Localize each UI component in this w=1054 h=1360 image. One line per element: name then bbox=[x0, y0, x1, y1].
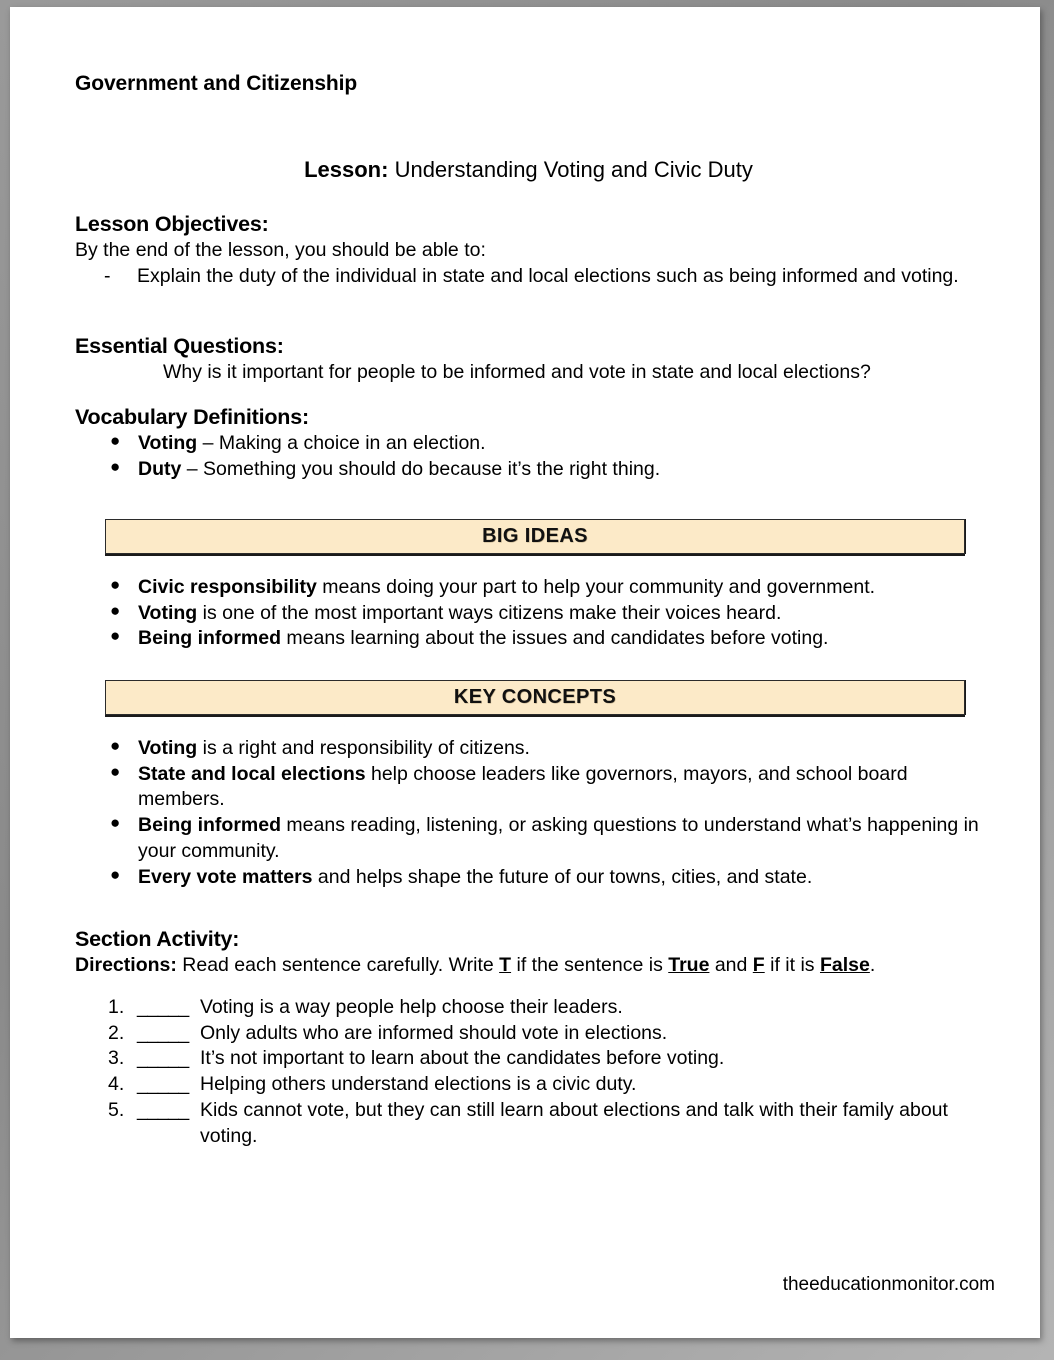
list-item bbox=[75, 575, 995, 601]
question-number: 2. bbox=[108, 1021, 125, 1044]
question-number: 1. bbox=[108, 996, 125, 1018]
essential-question-text: Why is it important for people to be informed and vote in state and local elections? bbox=[163, 361, 871, 384]
big-ideas-list bbox=[75, 575, 995, 652]
dash-marker: - bbox=[104, 265, 111, 288]
directions-part-2: if the sentence is bbox=[511, 954, 669, 977]
bullet-icon: ● bbox=[110, 457, 121, 477]
key-concept-term: Voting bbox=[138, 737, 198, 759]
directions-part-4: if it is bbox=[764, 954, 820, 977]
answer-blank[interactable]: _____ bbox=[137, 1073, 189, 1096]
answer-blank[interactable]: _____ bbox=[137, 996, 189, 1018]
list-item bbox=[75, 1021, 995, 1047]
vocabulary-definition: – Making a choice in an election. bbox=[197, 432, 486, 455]
big-idea-term: Voting bbox=[138, 601, 198, 624]
directions-false-letter: F bbox=[752, 954, 765, 977]
question-text: Helping others understand elections is a civic duty. bbox=[200, 1073, 637, 1096]
lesson-objectives-intro: By the end of the lesson, you should be able to: bbox=[75, 239, 486, 262]
answer-blank[interactable]: _____ bbox=[137, 1047, 189, 1070]
question-number: 5. bbox=[108, 1098, 125, 1121]
document-page bbox=[10, 7, 1040, 1338]
key-concepts-section bbox=[75, 736, 995, 890]
list-item bbox=[75, 1046, 995, 1072]
list-item bbox=[75, 601, 995, 627]
key-concept-term: Every vote matters bbox=[138, 865, 313, 888]
list-item bbox=[75, 264, 995, 290]
big-ideas-banner-label: BIG IDEAS bbox=[482, 525, 588, 548]
list-item bbox=[75, 813, 995, 864]
bullet-icon: ● bbox=[110, 431, 121, 451]
question-text: It’s not important to learn about the candidates before voting. bbox=[200, 1047, 725, 1070]
directions-false-word: False bbox=[819, 954, 870, 977]
activity-question-list bbox=[75, 995, 995, 1149]
vocabulary-term: Duty bbox=[138, 458, 182, 481]
bullet-icon: ● bbox=[110, 600, 121, 620]
key-concepts-banner bbox=[105, 680, 965, 715]
vocabulary-heading: Vocabulary Definitions: bbox=[75, 405, 309, 429]
list-item bbox=[75, 1098, 995, 1149]
big-idea-term: Being informed bbox=[138, 627, 282, 650]
big-idea-text: is one of the most important ways citizens make their voices heard. bbox=[197, 601, 782, 624]
list-item bbox=[75, 431, 995, 457]
essential-questions-section bbox=[75, 332, 995, 386]
lesson-objectives-section bbox=[75, 210, 995, 290]
bullet-icon: ● bbox=[110, 864, 121, 884]
list-item bbox=[75, 995, 995, 1021]
big-idea-text: means doing your part to help your community and government. bbox=[316, 576, 876, 598]
key-concept-text: and helps shape the future of our towns, cities, and state. bbox=[312, 865, 813, 888]
bullet-icon: ● bbox=[110, 736, 121, 755]
lesson-title-line bbox=[75, 155, 982, 184]
vocabulary-definition: – Something you should do because it’s the right thing. bbox=[181, 458, 661, 481]
answer-blank[interactable]: _____ bbox=[137, 1021, 189, 1044]
key-concept-text: means reading, listening, or asking questions to understand what’s happening in your community. bbox=[138, 814, 979, 862]
list-item bbox=[75, 1072, 995, 1098]
key-concepts-list bbox=[75, 736, 995, 890]
answer-blank[interactable]: _____ bbox=[137, 1098, 189, 1121]
section-activity bbox=[75, 925, 995, 979]
question-number: 3. bbox=[108, 1047, 125, 1070]
lesson-label: Lesson: bbox=[304, 157, 389, 182]
objective-text: Explain the duty of the individual in state and local elections such as being informed and voting. bbox=[137, 265, 959, 288]
directions-period: . bbox=[869, 954, 876, 977]
big-ideas-section bbox=[75, 575, 995, 652]
vocabulary-section bbox=[75, 403, 995, 483]
section-activity-directions bbox=[75, 953, 995, 979]
question-text: Kids cannot vote, but they can still learn about elections and talk with their family about voting. bbox=[200, 1098, 948, 1147]
lesson-objectives-heading: Lesson Objectives: bbox=[75, 212, 269, 236]
list-item bbox=[75, 865, 995, 891]
lesson-title-text: Understanding Voting and Civic Duty bbox=[388, 157, 753, 182]
list-item bbox=[75, 736, 995, 762]
list-item bbox=[75, 626, 995, 652]
footer-website: theeducationmonitor.com bbox=[782, 1274, 995, 1295]
key-concept-text: is a right and responsibility of citizens. bbox=[197, 737, 530, 759]
big-idea-term: Civic responsibility bbox=[138, 576, 317, 598]
question-number: 4. bbox=[108, 1073, 125, 1096]
key-concepts-banner-label: KEY CONCEPTS bbox=[453, 686, 617, 709]
key-concept-term: State and local elections bbox=[138, 762, 366, 785]
directions-part-1: Read each sentence carefully. Write bbox=[176, 954, 500, 977]
big-ideas-banner bbox=[105, 519, 965, 554]
bullet-icon: ● bbox=[110, 626, 121, 646]
essential-questions-heading: Essential Questions: bbox=[75, 334, 284, 358]
document-header-title: Government and Citizenship bbox=[75, 72, 358, 95]
directions-label: Directions: bbox=[75, 954, 177, 977]
question-text: Only adults who are informed should vote in elections. bbox=[200, 1021, 668, 1044]
section-activity-heading: Section Activity: bbox=[75, 927, 240, 951]
list-item bbox=[75, 762, 995, 813]
vocabulary-term: Voting bbox=[138, 432, 198, 455]
key-concept-term: Being informed bbox=[138, 814, 282, 837]
directions-true-word: True bbox=[668, 954, 710, 977]
big-idea-text: means learning about the issues and candidates before voting. bbox=[281, 627, 829, 650]
list-item bbox=[75, 457, 995, 483]
bullet-icon: ● bbox=[110, 813, 121, 833]
vocabulary-list bbox=[75, 431, 995, 482]
document-content bbox=[75, 7, 1000, 1338]
bullet-icon: ● bbox=[110, 575, 121, 594]
question-text: Voting is a way people help choose their leaders. bbox=[200, 996, 623, 1018]
activity-questions bbox=[75, 995, 995, 1149]
lesson-objectives-list bbox=[75, 264, 995, 290]
directions-part-3: and bbox=[709, 954, 753, 977]
bullet-icon: ● bbox=[110, 761, 121, 781]
directions-true-letter: T bbox=[499, 954, 512, 977]
key-concept-text: help choose leaders like governors, mayors, and school board members. bbox=[138, 762, 908, 811]
